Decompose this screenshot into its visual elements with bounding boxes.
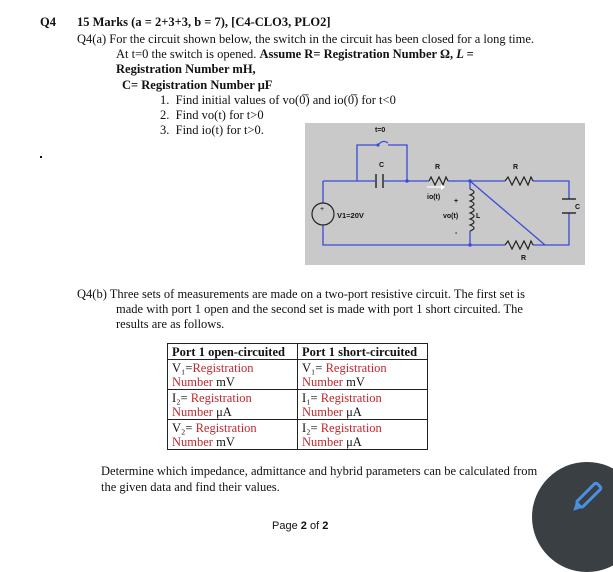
list-item: 3. Find io(t) for t>0. (160, 123, 264, 137)
io-label: io(t) (427, 194, 441, 201)
part-a-label: Q4(a) (77, 32, 107, 46)
pencil-icon (566, 478, 606, 518)
closing-line1: Determine which impedance, admittance and hybrid parameters can be calculated from (101, 464, 538, 478)
part-a-line2 (116, 47, 474, 62)
part-b-line3: results are as follows. (116, 317, 225, 331)
capacitor-label: C (379, 162, 385, 169)
source-label: V1=20V (337, 211, 364, 220)
part-a-line1: For the circuit shown below, the switch in the circuit has been closed for a long time. (109, 32, 535, 46)
switch-contact (376, 143, 379, 146)
c2-label: C (575, 204, 581, 211)
vo-label: vo(t) (443, 213, 459, 220)
question-header: 15 Marks (a = 2+3+3, b = 7), [C4-CLO3, PLO2] (77, 15, 331, 29)
table-header-open: Port 1 open-circuited (168, 344, 298, 360)
table-cell: V₁= Registration Number mV (298, 360, 428, 390)
table-row (168, 360, 428, 390)
table-cell: V₂= Registration Number mV (168, 420, 298, 450)
circuit-diagram (305, 123, 585, 265)
table-cell: I₂= Registration Number μA (168, 390, 298, 420)
source-plus: + (320, 206, 325, 213)
r3-label: R (521, 255, 527, 262)
table-cell: I₁= Registration Number μA (298, 390, 428, 420)
closing-line2: the given data and find their values. (101, 480, 280, 494)
table-cell: V₁=Registration Number mV (168, 360, 298, 390)
switch-label: t=0 (375, 127, 386, 134)
table-header-row (168, 344, 428, 360)
list-item: 1. Find initial values of vo(0̅) and io(0̅) for t<0 (160, 93, 396, 107)
r2-label: R (513, 164, 519, 171)
r1-label: R (435, 164, 441, 171)
l-label: L (476, 213, 481, 220)
part-b-label: Q4(b) (77, 287, 107, 301)
table-row (168, 390, 428, 420)
page-number: Page 2 of 2 (272, 520, 329, 532)
part-a-text (77, 32, 534, 47)
edit-fab-button[interactable] (532, 462, 613, 572)
measurement-table (167, 343, 428, 450)
list-item: 2. Find vo(t) for t>0 (160, 108, 264, 122)
part-b-line2: made with port 1 open and the second set is made with port 1 short circuited. The (116, 302, 523, 316)
part-a-line3: Registration Number mH, (116, 62, 256, 76)
part-a-line2-plain: At t=0 the switch is opened. (116, 47, 257, 61)
table-row (168, 420, 428, 450)
bullet-dot (40, 156, 42, 158)
table-header-short: Port 1 short-circuited (298, 344, 428, 360)
part-a-line4: C= Registration Number μF (122, 78, 273, 92)
part-b-line1: Q4(b) Three sets of measurements are made on a two-port resistive circuit. The first set is (77, 287, 526, 301)
part-a-line2-bold: Assume R= Registration Number Ω, (259, 47, 454, 61)
vo-minus: - (455, 230, 458, 237)
table-cell: I₂= Registration Number μA (298, 420, 428, 450)
vo-plus: + (454, 198, 459, 205)
part-a-line2-L: L = (456, 47, 474, 61)
question-number: Q4 (40, 15, 56, 29)
